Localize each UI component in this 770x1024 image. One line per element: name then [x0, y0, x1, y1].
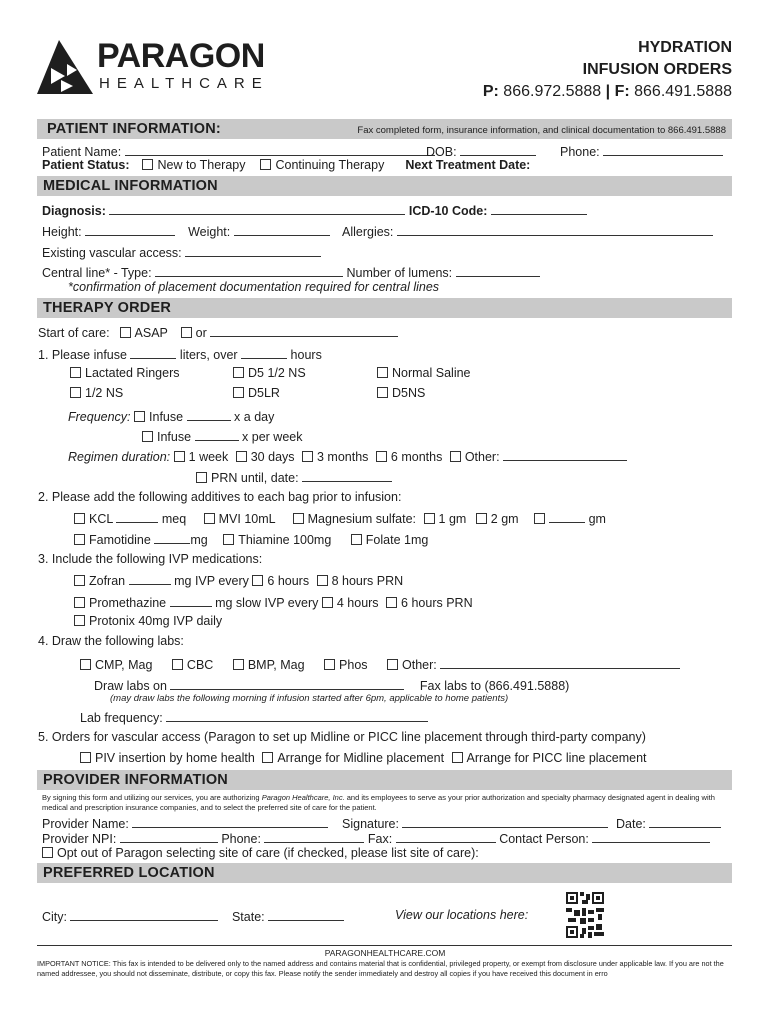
provider-date-label: Date: — [616, 817, 646, 831]
contact-person-label: Contact Person: — [499, 832, 589, 846]
therapy-section-title: THERAPY ORDER — [43, 300, 172, 316]
protonix-checkbox[interactable] — [74, 615, 85, 626]
frequency-row-1 — [68, 408, 274, 425]
lactated-ringers-checkbox[interactable] — [70, 367, 81, 378]
zofran-field[interactable] — [129, 572, 171, 585]
prn-row — [196, 469, 392, 486]
regimen-label: Regimen duration: — [68, 450, 171, 464]
provider-date-field[interactable] — [649, 815, 721, 828]
dob-field[interactable] — [460, 143, 536, 156]
icd-field[interactable] — [491, 202, 587, 215]
consent-text-a: By signing this form and utilizing our services, you are authorizing — [42, 793, 262, 802]
lab-cmp-label: CMP, Mag — [95, 658, 153, 672]
provider-consent — [42, 793, 732, 813]
city-field[interactable] — [70, 908, 218, 921]
zofran-6h-checkbox[interactable] — [252, 575, 263, 586]
regimen-30-days-checkbox[interactable] — [236, 451, 247, 462]
infuse-label-c: hours — [290, 348, 322, 362]
piv-checkbox[interactable] — [80, 752, 91, 763]
mvi-label: MVI 10mL — [218, 512, 276, 526]
lumens-label: Number of lumens: — [346, 266, 453, 280]
piv-label: PIV insertion by home health — [95, 751, 255, 765]
regimen-other-field[interactable] — [503, 448, 627, 461]
view-locations-label: View our locations here: — [395, 908, 529, 922]
prometh-4h-label: 4 hours — [336, 596, 379, 610]
provider-section-bar — [37, 770, 732, 790]
dob-label: DOB: — [426, 145, 457, 159]
opt-out-checkbox[interactable] — [42, 847, 53, 858]
provider-npi-field[interactable] — [120, 830, 218, 843]
provider-name-label: Provider Name: — [42, 817, 129, 831]
regimen-1-week-label: 1 week — [188, 450, 229, 464]
qr-code-icon[interactable] — [566, 892, 604, 938]
vascular-field[interactable] — [185, 244, 321, 257]
d5lr-checkbox[interactable] — [233, 387, 244, 398]
central-line-field[interactable] — [155, 264, 343, 277]
regimen-6-months-checkbox[interactable] — [376, 451, 387, 462]
additives-row-2 — [74, 531, 428, 548]
fax-instructions: Fax completed form, insurance information, and clinical documentation to 866.491.5888 — [357, 125, 726, 136]
regimen-1-week-checkbox[interactable] — [174, 451, 185, 462]
city-row — [42, 908, 344, 925]
central-line-label: Central line* - Type: — [42, 266, 152, 280]
therapy-section-bar — [37, 298, 732, 318]
freq-week-infuse-label: Infuse — [157, 430, 192, 444]
form-title-line2: INFUSION ORDERS — [582, 61, 732, 78]
promethazine-checkbox[interactable] — [74, 597, 85, 608]
vascular-row — [42, 244, 321, 261]
patient-status-label: Patient Status: — [42, 158, 130, 172]
magnesium-checkbox[interactable] — [293, 513, 304, 524]
vascular-label: Existing vascular access: — [42, 246, 182, 260]
half-ns-checkbox[interactable] — [70, 387, 81, 398]
prometh-6h-checkbox[interactable] — [386, 597, 397, 608]
footer-website: PARAGONHEALTHCARE.COM — [324, 948, 446, 958]
contact-numbers — [483, 82, 732, 102]
mag-custom-unit: gm — [588, 512, 606, 526]
draw-labs-field[interactable] — [170, 677, 404, 690]
opt-out-row — [42, 846, 479, 861]
zofran-8h-label: 8 hours PRN — [331, 574, 404, 588]
fax-number: 866.491.5888 — [634, 83, 732, 100]
mvi-checkbox[interactable] — [204, 513, 215, 524]
mag-custom-field[interactable] — [549, 510, 585, 523]
fluid-d5half — [233, 366, 306, 381]
lab-frequency-field[interactable] — [166, 709, 428, 722]
prn-label: PRN until, date: — [211, 471, 299, 485]
midline-label: Arrange for Midline placement — [277, 751, 445, 765]
labs-row — [80, 656, 680, 673]
kcl-checkbox[interactable] — [74, 513, 85, 524]
famotidine-unit: mg — [190, 533, 208, 547]
infuse-row — [38, 346, 322, 363]
brand-subtitle: HEALTHCARE — [99, 75, 269, 92]
height-row — [42, 223, 713, 240]
central-line-row — [42, 264, 540, 281]
lab-other-label: Other: — [402, 658, 437, 672]
location-section-bar — [37, 863, 732, 883]
continuing-therapy-label: Continuing Therapy — [275, 158, 385, 172]
provider-name-field[interactable] — [132, 815, 328, 828]
promethazine-field[interactable] — [170, 594, 212, 607]
freq-day-field[interactable] — [187, 408, 231, 421]
phone-number: 866.972.5888 — [503, 83, 602, 100]
consent-brand: Paragon Healthcare, Inc. — [261, 793, 345, 802]
fluid-ns — [377, 366, 471, 381]
midline-checkbox[interactable] — [262, 752, 273, 763]
patient-phone-row — [560, 143, 723, 160]
fax-label: F: — [614, 83, 630, 100]
promethazine-label: Promethazine — [89, 596, 167, 610]
lab-phos-checkbox[interactable] — [324, 659, 335, 670]
lab-frequency-label: Lab frequency: — [80, 711, 163, 725]
consent-text-b: and its employees to serve as your prior authorization and specialty pharmacy designated agent in dealing with medical and prescription insurance companies, and to select the preferred site of care for the patient. — [42, 793, 715, 812]
freq-week-field[interactable] — [195, 428, 239, 441]
allergies-label: Allergies: — [341, 225, 394, 239]
central-line-note: *confirmation of placement documentation required for central lines — [68, 280, 440, 294]
labs-heading: 4. Draw the following labs: — [38, 634, 184, 648]
lab-frequency-row — [80, 709, 428, 726]
mag-custom-checkbox[interactable] — [534, 513, 545, 524]
normal-saline-label: Normal Saline — [392, 366, 471, 380]
zofran-label: Zofran — [89, 574, 126, 588]
contact-separator: | — [605, 83, 611, 100]
regimen-row — [68, 448, 627, 465]
lab-cmp-checkbox[interactable] — [80, 659, 91, 670]
ivp-row-2 — [74, 594, 473, 611]
patient-status-row — [42, 158, 530, 173]
start-of-care-label: Start of care: — [38, 326, 110, 340]
freq-day-label: x a day — [234, 410, 275, 424]
icd-label: ICD-10 Code: — [408, 204, 488, 218]
infuse-label-b: liters, over — [179, 348, 238, 362]
weight-label: Weight: — [188, 225, 231, 239]
form-title-line1: HYDRATION — [638, 39, 732, 56]
picc-label: Arrange for PICC line placement — [466, 751, 647, 765]
weight-field[interactable] — [234, 223, 330, 236]
diagnosis-row — [42, 202, 587, 219]
lactated-ringers-label: Lactated Ringers — [85, 366, 180, 380]
kcl-unit: meq — [161, 512, 187, 526]
start-asap-label: ASAP — [134, 326, 168, 340]
regimen-3-months-label: 3 months — [317, 450, 369, 464]
patient-name-label: Patient Name: — [42, 145, 122, 159]
kcl-field[interactable] — [116, 510, 158, 523]
prometh-6h-label: 6 hours PRN — [401, 596, 473, 610]
patient-name-field[interactable] — [125, 143, 435, 156]
lab-cbc-label: CBC — [186, 658, 214, 672]
diagnosis-label: Diagnosis: — [42, 204, 106, 218]
patient-section-title: PATIENT INFORMATION: — [47, 121, 221, 137]
vascular-access-row — [80, 751, 647, 766]
new-therapy-checkbox[interactable] — [142, 159, 153, 170]
location-section-title: PREFERRED LOCATION — [43, 865, 215, 881]
ivp-row-1 — [74, 572, 403, 589]
state-label: State: — [231, 910, 265, 924]
zofran-6h-label: 6 hours — [267, 574, 310, 588]
lab-cbc-checkbox[interactable] — [172, 659, 183, 670]
start-date-checkbox[interactable] — [181, 327, 192, 338]
new-therapy-label: New to Therapy — [157, 158, 246, 172]
prometh-4h-checkbox[interactable] — [322, 597, 333, 608]
regimen-3-months-checkbox[interactable] — [302, 451, 313, 462]
d5-half-ns-label: D5 1/2 NS — [248, 366, 306, 380]
height-field[interactable] — [85, 223, 175, 236]
signature-label: Signature: — [342, 817, 399, 831]
infuse-liters-field[interactable] — [130, 346, 176, 359]
freq-day-infuse-label: Infuse — [149, 410, 184, 424]
provider-fax-field[interactable] — [396, 830, 496, 843]
lumens-field[interactable] — [456, 264, 540, 277]
freq-week-label: x per week — [242, 430, 303, 444]
regimen-6-months-label: 6 months — [390, 450, 443, 464]
regimen-other-label: Other: — [464, 450, 500, 464]
opt-out-label: Opt out of Paragon selecting site of care (if checked, please list site of care): — [57, 846, 479, 860]
zofran-8h-checkbox[interactable] — [317, 575, 328, 586]
zofran-checkbox[interactable] — [74, 575, 85, 586]
thiamine-checkbox[interactable] — [223, 534, 234, 545]
diagnosis-field[interactable] — [109, 202, 405, 215]
brand-name: PARAGON — [97, 37, 265, 75]
promethazine-label-b: mg slow IVP every — [215, 596, 319, 610]
infuse-hours-field[interactable] — [241, 346, 287, 359]
medical-section-title: MEDICAL INFORMATION — [43, 178, 218, 194]
provider-fax-label: Fax: — [367, 832, 393, 846]
lab-other-checkbox[interactable] — [387, 659, 398, 670]
lab-other-field[interactable] — [440, 656, 680, 669]
phone-label: P: — [482, 83, 499, 100]
infuse-label-a: 1. Please infuse — [38, 348, 127, 362]
provider-phone-label: Phone: — [221, 832, 261, 846]
regimen-other-checkbox[interactable] — [450, 451, 461, 462]
start-of-care-row — [38, 324, 398, 341]
prn-date-field[interactable] — [302, 469, 392, 482]
fluid-d5ns — [377, 386, 425, 401]
next-treatment-label: Next Treatment Date: — [405, 158, 531, 172]
d5ns-checkbox[interactable] — [377, 387, 388, 398]
signature-field[interactable] — [402, 815, 608, 828]
labs-note: (may draw labs the following morning if infusion started after 6pm, applicable to home patients) — [110, 693, 509, 704]
paragon-logo-mark-icon — [37, 38, 93, 96]
mag-2gm-checkbox[interactable] — [476, 513, 487, 524]
contact-person-field[interactable] — [592, 830, 710, 843]
regimen-30-days-label: 30 days — [250, 450, 295, 464]
mag-1gm-label: 1 gm — [438, 512, 467, 526]
d5lr-label: D5LR — [248, 386, 280, 400]
picc-checkbox[interactable] — [452, 752, 463, 763]
d5ns-label: D5NS — [392, 386, 426, 400]
vascular-access-heading: 5. Orders for vascular access (Paragon to set up Midline or PICC line placement through third-party company) — [38, 730, 646, 744]
freq-day-checkbox[interactable] — [134, 411, 145, 422]
lab-bmp-checkbox[interactable] — [233, 659, 244, 670]
protonix-label: Protonix 40mg IVP daily — [89, 614, 223, 628]
city-label: City: — [42, 910, 67, 924]
footer-notice: IMPORTANT NOTICE: This fax is intended to be delivered only to the named address and contains material that is confidential, privileged property, or exempt from disclosure under applicable law. If you are not the named addressee, you should not disseminate, distribute, or copy this fax. Please notify the sender immediately and destroy all copies if you have received this document in erro — [37, 959, 724, 978]
prn-checkbox[interactable] — [196, 472, 207, 483]
normal-saline-checkbox[interactable] — [377, 367, 388, 378]
lab-bmp-label: BMP, Mag — [247, 658, 305, 672]
additives-row-1 — [74, 510, 606, 527]
kcl-label: KCL — [89, 512, 113, 526]
draw-labs-label: Draw labs on — [94, 679, 167, 693]
patient-phone-label: Phone: — [560, 145, 600, 159]
freq-week-checkbox[interactable] — [142, 431, 153, 442]
footer-divider — [37, 945, 732, 946]
start-asap-checkbox[interactable] — [120, 327, 131, 338]
half-ns-label: 1/2 NS — [85, 386, 124, 400]
frequency-row-2 — [142, 428, 302, 445]
provider-phone-field[interactable] — [264, 830, 364, 843]
ivp-heading: 3. Include the following IVP medications: — [38, 552, 263, 566]
fluid-lr — [70, 366, 180, 381]
fluid-halfns — [70, 386, 123, 401]
d5-half-ns-checkbox[interactable] — [233, 367, 244, 378]
height-label: Height: — [42, 225, 82, 239]
start-or-label: or — [195, 326, 207, 340]
lab-phos-label: Phos — [339, 658, 368, 672]
patient-phone-field[interactable] — [603, 143, 723, 156]
mag-2gm-label: 2 gm — [490, 512, 519, 526]
allergies-field[interactable] — [397, 223, 713, 236]
additives-heading: 2. Please add the following additives to each bag prior to infusion: — [38, 490, 402, 504]
famotidine-field[interactable] — [154, 531, 190, 544]
fluid-d5lr — [233, 386, 280, 401]
famotidine-label: Famotidine — [89, 533, 151, 547]
paragon-logo — [37, 38, 277, 98]
continuing-therapy-checkbox[interactable] — [260, 159, 271, 170]
state-field[interactable] — [268, 908, 344, 921]
medical-section-bar — [37, 176, 732, 196]
patient-section-bar — [37, 119, 732, 139]
folate-checkbox[interactable] — [351, 534, 362, 545]
provider-npi-label: Provider NPI: — [42, 832, 117, 846]
famotidine-checkbox[interactable] — [74, 534, 85, 545]
frequency-label: Frequency: — [68, 410, 131, 424]
provider-section-title: PROVIDER INFORMATION — [43, 772, 228, 788]
provider-npi-row — [42, 830, 710, 847]
zofran-label-b: mg IVP every — [174, 574, 249, 588]
mag-1gm-checkbox[interactable] — [424, 513, 435, 524]
fax-labs-label: Fax labs to (866.491.5888) — [419, 679, 570, 693]
magnesium-label: Magnesium sulfate: — [307, 512, 417, 526]
start-date-field[interactable] — [210, 324, 398, 337]
ivp-row-3 — [74, 614, 222, 629]
folate-label: Folate 1mg — [365, 533, 429, 547]
thiamine-label: Thiamine 100mg — [238, 533, 332, 547]
